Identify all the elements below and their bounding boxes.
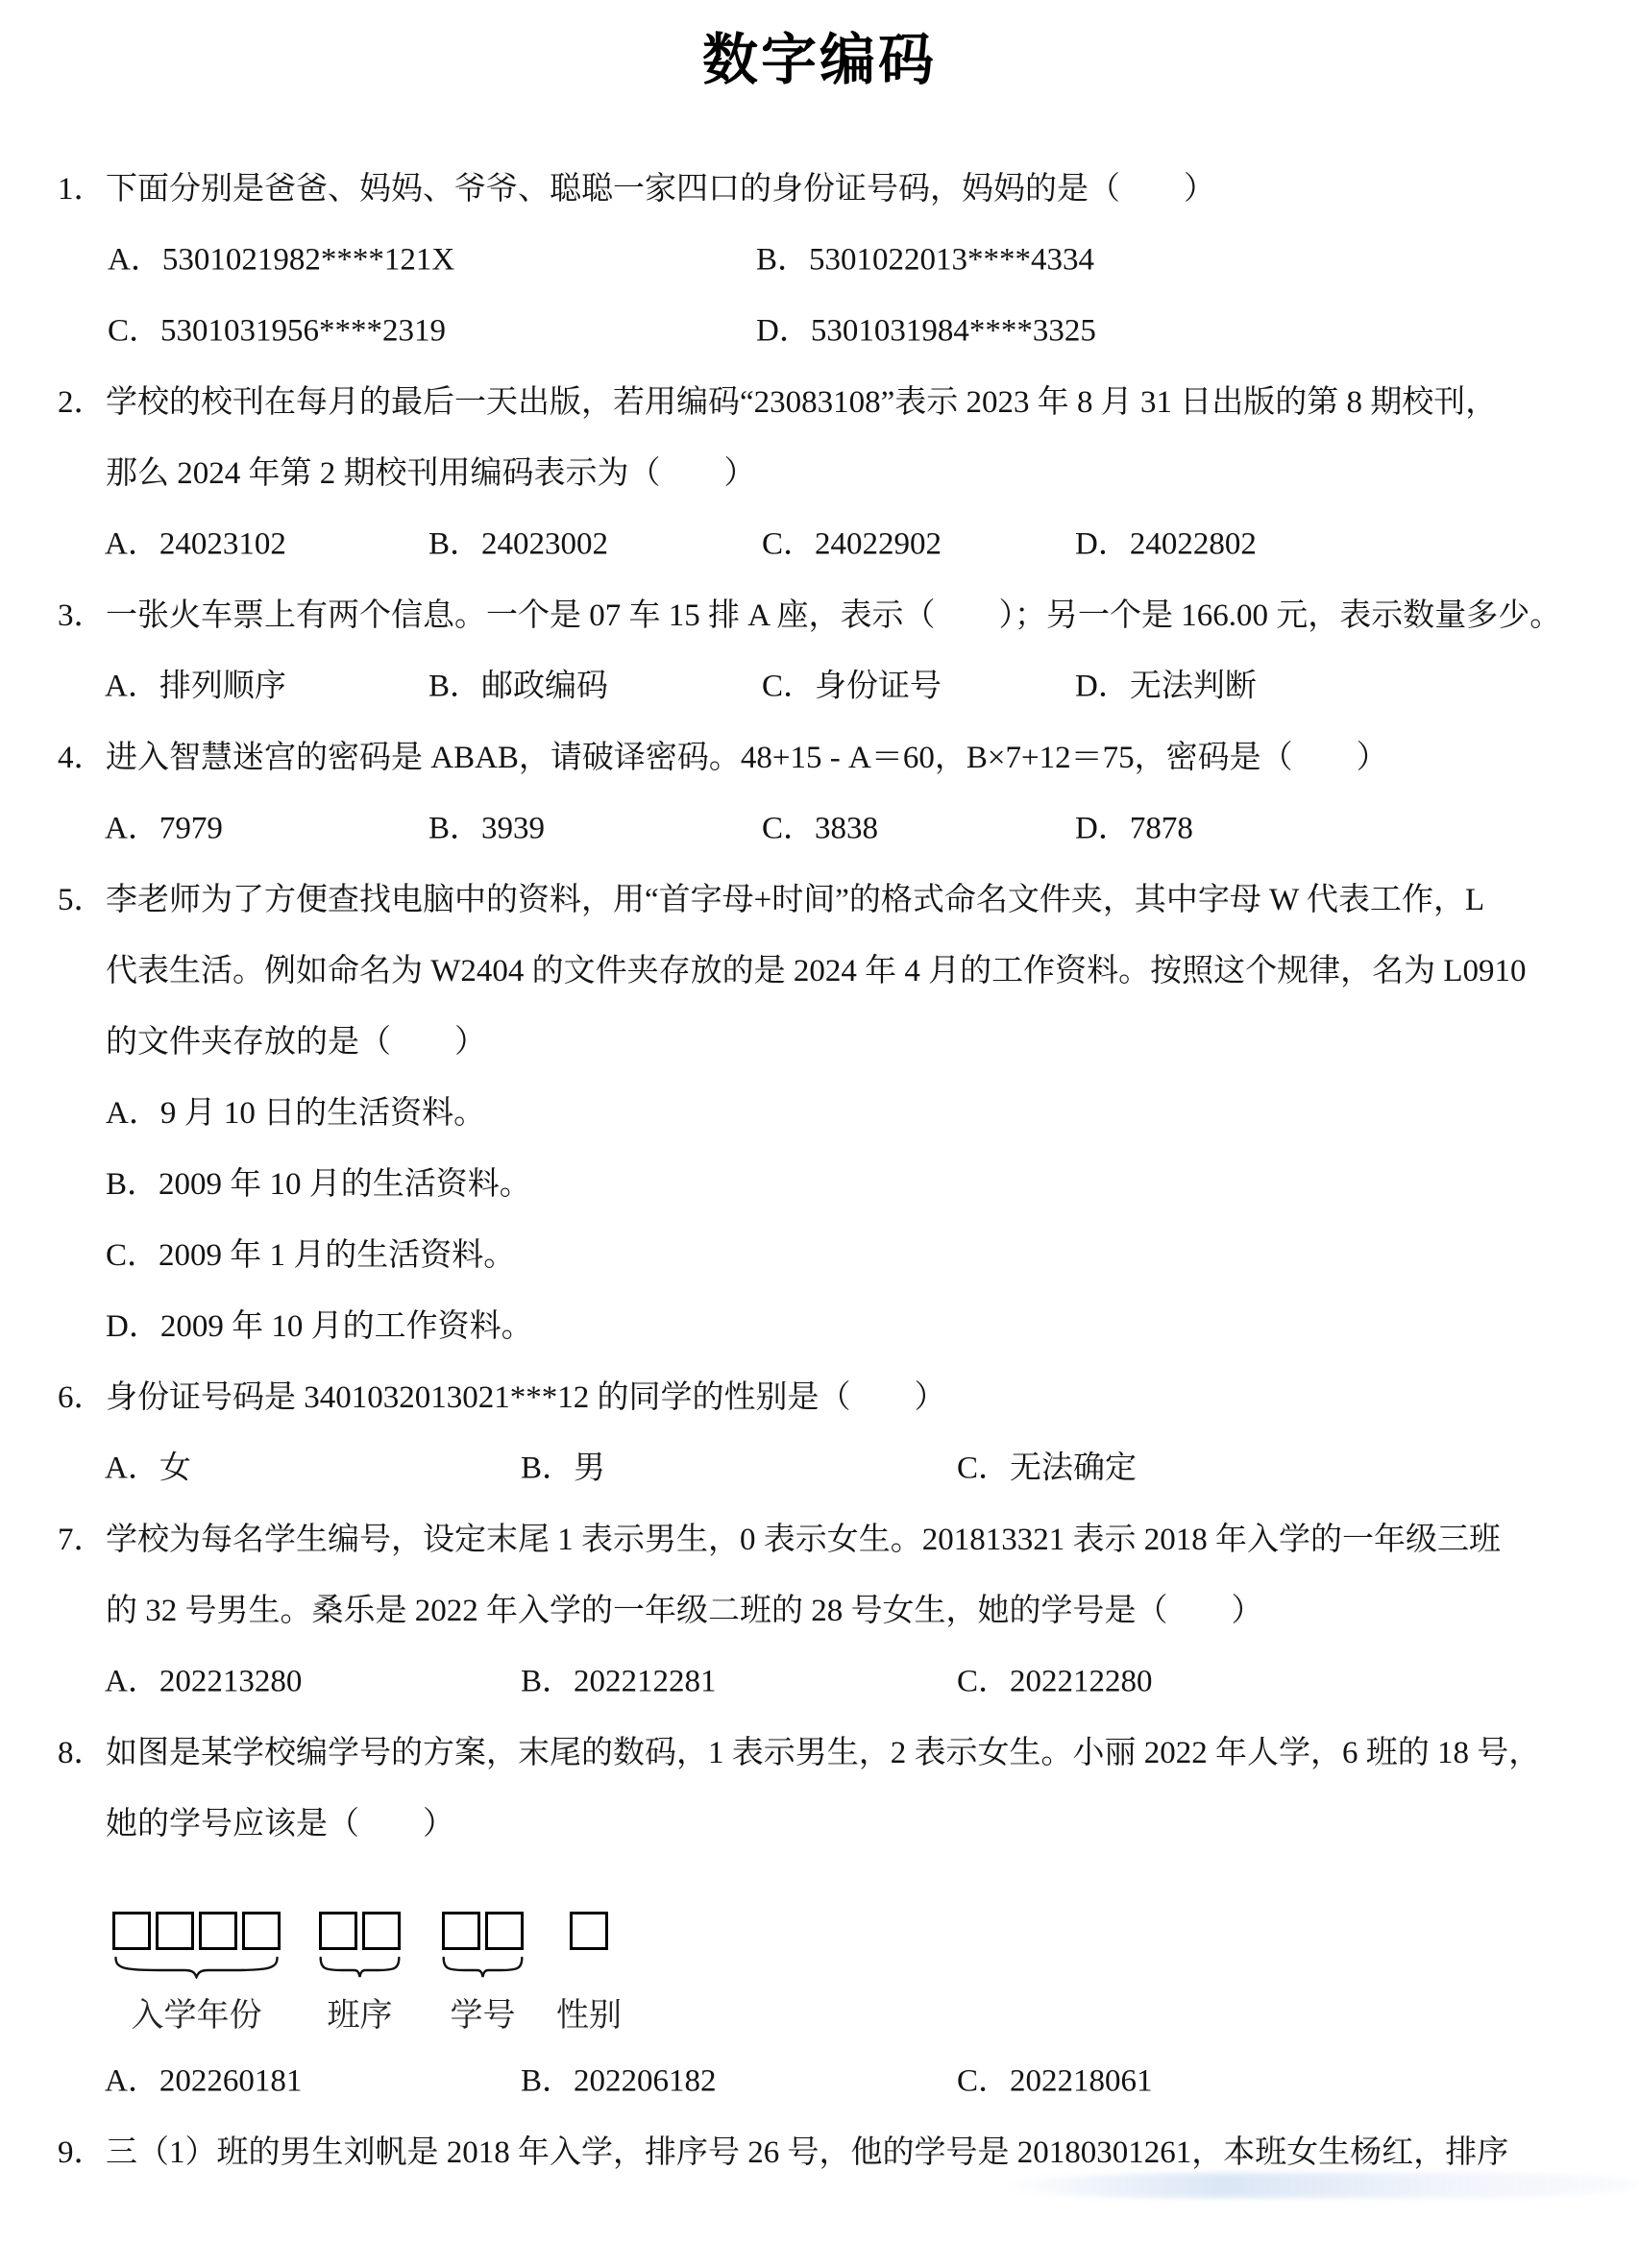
option-a: A．202213280 <box>105 1664 303 1699</box>
underbrace-icon <box>112 1956 281 1979</box>
question-7-line-2 <box>0 1572 1639 1643</box>
option-b: B．邮政编码 <box>428 669 609 704</box>
question-3-line-1 <box>0 576 1639 647</box>
option-b: B．3939 <box>428 811 546 846</box>
question-1 <box>0 150 1639 363</box>
digit-boxes <box>319 1912 401 1950</box>
question-1-options-row-1 <box>0 221 1639 292</box>
question-6 <box>0 1358 1639 1500</box>
option-c: C．202212280 <box>957 1664 1153 1699</box>
question-3 <box>0 576 1639 719</box>
option-a: A．排列顺序 <box>105 669 286 704</box>
digit-box <box>570 1912 608 1950</box>
question-4-line-1 <box>0 719 1639 790</box>
option-a: A．24023102 <box>105 526 286 562</box>
question-8 <box>0 1714 1639 2113</box>
question-number: 2． <box>58 384 106 420</box>
question-text: 的文件夹存放的是（ ） <box>106 1024 486 1060</box>
question-5-line-2 <box>0 932 1639 1003</box>
option-a: A．7979 <box>105 811 223 846</box>
question-text: 三（1）班的男生刘帆是 2018 年入学，排序号 26 号，他的学号是 20180301261，本班女生杨红，排序 <box>106 2134 1509 2170</box>
option-b: B．男 <box>521 1451 606 1486</box>
question-4 <box>0 719 1639 861</box>
option-a: A．女 <box>105 1451 191 1486</box>
option-d: D．2009 年 10 月的工作资料。 <box>106 1308 533 1344</box>
digit-boxes <box>570 1912 608 1950</box>
question-number: 6． <box>58 1379 106 1415</box>
option-b: B．5301022013****4334 <box>756 242 1095 278</box>
digit-boxes <box>442 1912 524 1950</box>
diagram-label-class-order: 班序 <box>327 1998 393 2034</box>
question-text: 一张火车票上有两个信息。一个是 07 车 15 排 A 座，表示（ ）；另一个是 166.00 元，表示数量多少。 <box>106 597 1562 633</box>
question-7-options-row <box>0 1643 1639 1714</box>
digit-box <box>156 1912 194 1950</box>
diagram-group-gender <box>556 1856 622 2042</box>
question-3-options-row <box>0 647 1639 719</box>
question-5-line-1 <box>0 861 1639 932</box>
question-text: 身份证号码是 3401032013021***12 的同学的性别是（ ） <box>106 1379 946 1415</box>
option-a: A．9 月 10 日的生活资料。 <box>106 1095 486 1131</box>
option-b: B．202206182 <box>521 2063 717 2099</box>
underbrace-icon <box>319 1956 401 1979</box>
option-d: D．7878 <box>1075 811 1193 846</box>
option-d: D．5301031984****3325 <box>756 313 1096 349</box>
option-d: D．24022802 <box>1075 526 1257 562</box>
question-text: 如图是某学校编学号的方案，末尾的数码，1 表示男生，2 表示女生。小丽 2022 年人学，6 班的 18 号， <box>106 1735 1541 1770</box>
question-5-line-3 <box>0 1003 1639 1074</box>
digit-box <box>362 1912 401 1950</box>
worksheet-content <box>0 150 1639 2184</box>
question-5-option-a <box>0 1074 1639 1145</box>
question-8-line-2 <box>0 1785 1639 1856</box>
option-b: B．2009 年 10 月的生活资料。 <box>106 1166 531 1202</box>
digit-boxes <box>112 1912 281 1950</box>
question-text: 的 32 号男生。桑乐是 2022 年入学的一年级二班的 28 号女生，她的学号是（ ） <box>106 1593 1263 1628</box>
option-a: A．5301021982****121X <box>108 242 455 278</box>
diagram-group-class-order <box>319 1856 401 2042</box>
question-5 <box>0 861 1639 1358</box>
option-c: C．5301031956****2319 <box>108 313 447 349</box>
question-number: 5． <box>58 882 106 917</box>
digit-box <box>199 1912 237 1950</box>
question-8-options-row <box>0 2042 1639 2113</box>
question-text: 学校的校刊在每月的最后一天出版，若用编码“23083108”表示 2023 年 8 月 31 日出版的第 8 期校刊， <box>106 384 1498 420</box>
question-1-line-1 <box>0 150 1639 221</box>
question-2-line-2 <box>0 434 1639 505</box>
option-b: B．24023002 <box>428 526 609 562</box>
option-c: C．2009 年 1 月的生活资料。 <box>106 1237 516 1273</box>
diagram-label-student-no: 学号 <box>450 1998 516 2034</box>
question-6-line-1 <box>0 1358 1639 1429</box>
diagram-label-entry-year: 入学年份 <box>131 1998 262 2034</box>
digit-box <box>242 1912 281 1950</box>
page-title: 数字编码 <box>701 29 937 91</box>
student-id-scheme-diagram <box>0 1856 1639 2042</box>
question-text: 学校为每名学生编号，设定末尾 1 表示男生，0 表示女生。201813321 表示 2018 年入学的一年级三班 <box>106 1522 1501 1557</box>
question-5-option-c <box>0 1216 1639 1287</box>
question-2-options-row <box>0 505 1639 576</box>
option-a: A．202260181 <box>105 2063 303 2099</box>
question-7 <box>0 1500 1639 1714</box>
question-text: 李老师为了方便查找电脑中的资料，用“首字母+时间”的格式命名文件夹，其中字母 W 代表工作，L <box>106 882 1485 917</box>
digit-box <box>112 1912 151 1950</box>
question-number: 4． <box>58 740 106 775</box>
option-c: C．24022902 <box>762 526 942 562</box>
question-number: 3． <box>58 597 106 633</box>
digit-box <box>319 1912 357 1950</box>
option-c: C．身份证号 <box>762 669 942 704</box>
question-5-option-b <box>0 1145 1639 1216</box>
question-number: 1． <box>58 171 106 207</box>
question-6-options-row <box>0 1429 1639 1500</box>
diagram-group-student-no <box>442 1856 524 2042</box>
option-c: C．3838 <box>762 811 879 846</box>
question-7-line-1 <box>0 1500 1639 1572</box>
digit-box <box>442 1912 480 1950</box>
question-text: 代表生活。例如命名为 W2404 的文件夹存放的是 2024 年 4 月的工作资料。按照这个规律，名为 L0910 <box>106 953 1527 988</box>
question-8-line-1 <box>0 1714 1639 1785</box>
question-2 <box>0 363 1639 576</box>
underbrace-icon <box>442 1956 524 1979</box>
question-text: 那么 2024 年第 2 期校刊用编码表示为（ ） <box>106 455 756 491</box>
diagram-group-entry-year <box>112 1856 281 2042</box>
option-b: B．202212281 <box>521 1664 717 1699</box>
question-number: 7． <box>58 1522 106 1557</box>
question-2-line-1 <box>0 363 1639 434</box>
option-c: C．无法确定 <box>957 1451 1138 1486</box>
question-text: 进入智慧迷宫的密码是 ABAB，请破译密码。48+15 - A＝60，B×7+12＝75，密码是（ ） <box>106 740 1388 775</box>
question-4-options-row <box>0 790 1639 861</box>
option-d: D．无法判断 <box>1075 669 1257 704</box>
question-5-option-d <box>0 1287 1639 1358</box>
question-text: 她的学号应该是（ ） <box>106 1806 454 1841</box>
question-text: 下面分别是爸爸、妈妈、爷爷、聪聪一家四口的身份证号码，妈妈的是（ ） <box>106 171 1215 207</box>
option-c: C．202218061 <box>957 2063 1153 2099</box>
question-1-options-row-2 <box>0 292 1639 363</box>
question-number: 9． <box>58 2134 106 2170</box>
diagram-label-gender: 性别 <box>556 1998 622 2034</box>
scan-artifact <box>999 2173 1639 2198</box>
digit-box <box>485 1912 524 1950</box>
question-number: 8． <box>58 1735 106 1770</box>
